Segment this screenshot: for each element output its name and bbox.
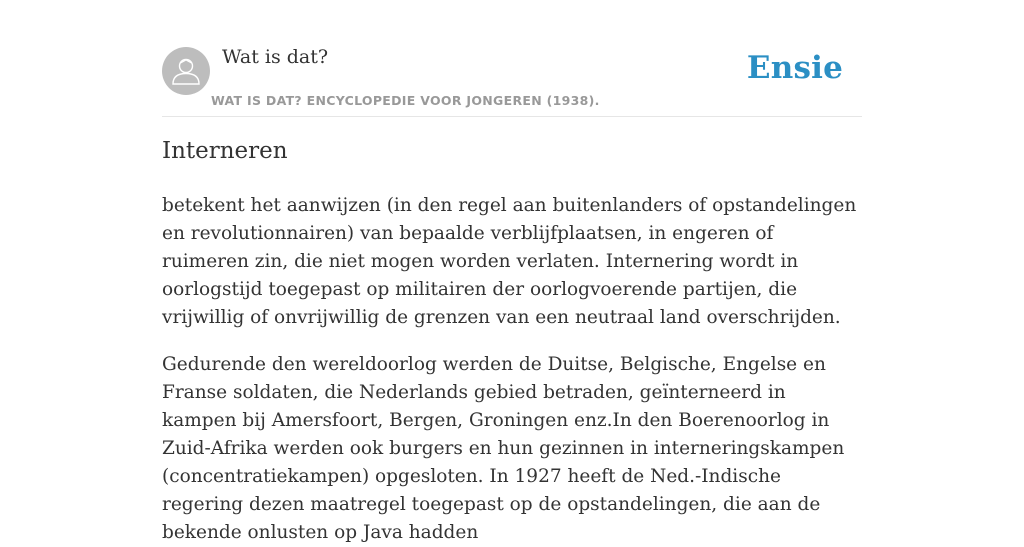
source-subtitle: WAT IS DAT? ENCYCLOPEDIE VOOR JONGEREN (1938). <box>211 93 600 108</box>
page-title: Interneren <box>162 138 288 164</box>
article-page <box>162 0 862 543</box>
avatar[interactable] <box>162 47 210 95</box>
article-paragraph: betekent het aanwijzen (in den regel aan buitenlanders of opstandelingen en revolutionnairen) van bepaalde verblijfplaatsen, in engeren of ruimeren zin, die niet mogen worden verlaten. Internering wordt in oorlogstijd toegepast op militairen der oorlogvoerende partijen, die vrijwillig of onvrijwillig de grenzen van een neutraal land overschrijden. <box>162 195 857 328</box>
article-paragraph: Gedurende den wereldoorlog werden de Duitse, Belgische, Engelse en Franse soldaten, die Nederlands gebied betraden, geïnterneerd in kampen bij Amersfoort, Bergen, Groningen enz.In den Boerenoorlog in Zuid-Afrika werden ook burgers en hun gezinnen in interneringskampen (concentratiekampen) opgesloten. In 1927 heeft de Ned.-Indische regering dezen maatregel toegepast op de opstandelingen, die aan de bekende onlusten op Java hadden <box>162 354 845 543</box>
source-header <box>162 0 862 117</box>
source-title[interactable]: Wat is dat? <box>222 46 329 68</box>
ensie-logo[interactable]: Ensie <box>746 50 843 86</box>
user-icon <box>162 47 210 95</box>
